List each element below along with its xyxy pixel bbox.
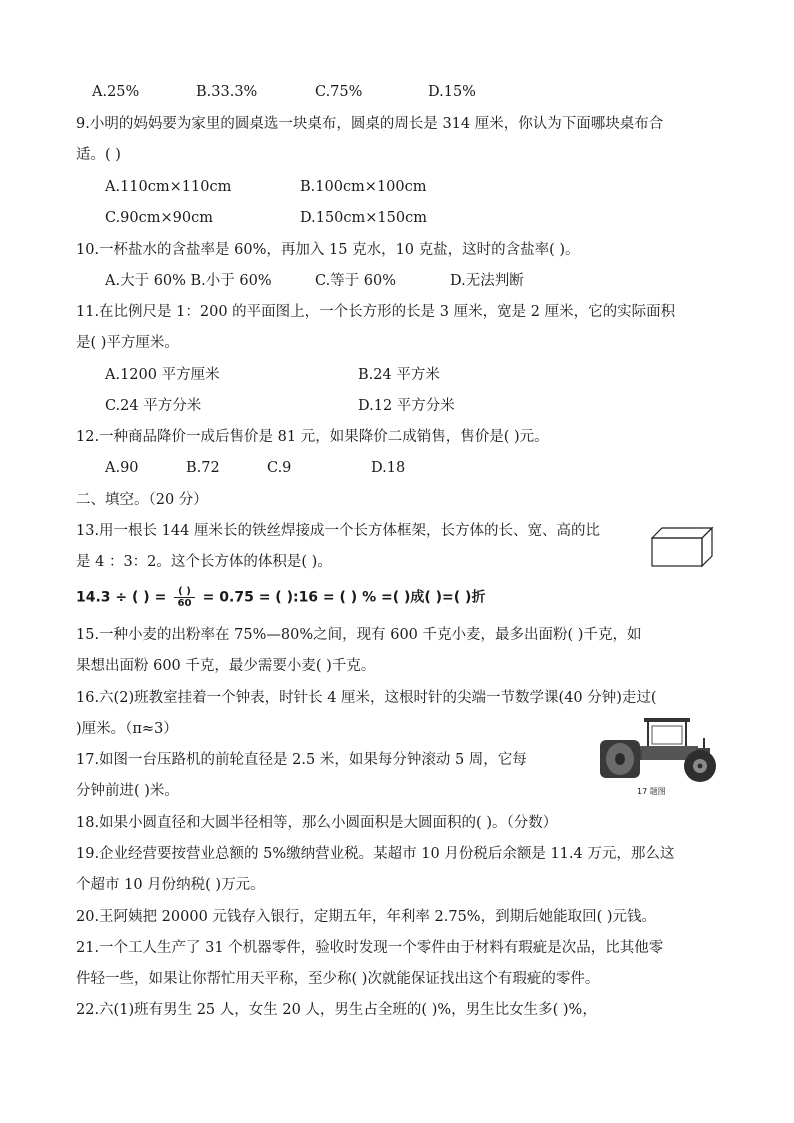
q15-stem: 15.一种小麦的出粉率在 75%—80%之间，现有 600 千克小麦，最多出面粉( )千克，如	[76, 627, 642, 643]
q8-option-a: A.25%	[92, 84, 140, 100]
q13-stem-cont: 是 4 ：3：2。这个长方体的体积是( )。	[76, 554, 332, 570]
q8-option-c: C.75%	[315, 84, 363, 100]
q19-stem-cont: 个超市 10 月份纳税( )万元。	[76, 877, 265, 893]
q9-stem: 9.小明的妈妈要为家里的圆桌选一块桌布，圆桌的周长是 314 厘米，你认为下面哪块桌布合	[76, 116, 664, 132]
q9-option-a: A.110cm×110cm	[105, 179, 232, 195]
q8-option-b: B.33.3%	[196, 84, 258, 100]
q11-stem-cont: 是( )平方厘米。	[76, 335, 179, 351]
q14-part2: = 0.75 = ( ):16 = ( ) % =( )成( )=( )折	[202, 589, 486, 606]
q17-stem: 17.如图一台压路机的前轮直径是 2.5 米，如果每分钟滚动 5 周，它每	[76, 752, 527, 768]
q9-option-c: C.90cm×90cm	[105, 210, 213, 226]
q17-figure-caption: 17 题图	[637, 787, 666, 796]
q13-stem: 13.用一根长 144 厘米长的铁丝焊接成一个长方体框架，长方体的长、宽、高的比	[76, 523, 600, 539]
q12-option-a: A.90	[105, 460, 139, 476]
q12-option-c: C.9	[267, 460, 292, 476]
road-roller-figure	[596, 714, 722, 788]
q9-option-b: B.100cm×100cm	[300, 179, 427, 195]
q12-option-d: D.18	[371, 460, 406, 476]
q11-stem: 11.在比例尺是 1：200 的平面图上，一个长方形的长是 3 厘米，宽是 2 厘米，它的实际面积	[76, 304, 676, 320]
q14-fraction-denominator: 60	[177, 598, 192, 609]
q11-option-b: B.24 平方米	[358, 367, 440, 383]
q9-stem-cont: 适。( )	[76, 147, 121, 163]
cuboid-figure	[650, 526, 714, 568]
section-heading-fill-in: 二、填空。（20 分）	[76, 492, 208, 508]
q12-stem: 12.一种商品降价一成后售价是 81 元，如果降价二成销售，售价是( )元。	[76, 429, 549, 445]
q9-option-d: D.150cm×150cm	[300, 210, 427, 226]
q10-option-ab: A.大于 60% B.小于 60%	[105, 273, 272, 289]
q11-option-c: C.24 平方分米	[105, 398, 202, 414]
q8-option-d: D.15%	[428, 84, 476, 100]
q12-option-b: B.72	[186, 460, 220, 476]
q14-equation	[76, 586, 485, 609]
q14-part1: 14.3 ÷ ( ) =	[76, 589, 167, 606]
q21-stem: 21.一个工人生产了 31 个机器零件，验收时发现一个零件由于材料有瑕疵是次品，比其他零	[76, 940, 664, 956]
q11-option-a: A.1200 平方厘米	[105, 367, 220, 383]
q15-stem-cont: 果想出面粉 600 千克，最少需要小麦( )千克。	[76, 658, 376, 674]
q14-fraction	[174, 586, 195, 609]
q10-option-c: C.等于 60%	[315, 273, 397, 289]
q22-stem: 22.六(1)班有男生 25 人，女生 20 人，男生占全班的( )%，男生比女生多( )%，	[76, 1002, 597, 1018]
q20-stem: 20.王阿姨把 20000 元钱存入银行，定期五年，年利率 2.75%，到期后她能取回( )元钱。	[76, 909, 656, 925]
q16-stem-cont: )厘米。（π≈3）	[76, 721, 178, 737]
q16-stem: 16.六(2)班教室挂着一个钟表，时针长 4 厘米，这根时针的尖端一节数学课(40 分钟)走过(	[76, 690, 657, 706]
q11-option-d: D.12 平方分米	[358, 398, 455, 414]
q19-stem: 19.企业经营要按营业总额的 5%缴纳营业税。某超市 10 月份税后余额是 11.4 万元，那么这	[76, 846, 675, 862]
q10-stem: 10.一杯盐水的含盐率是 60%，再加入 15 克水，10 克盐，这时的含盐率( )。	[76, 242, 580, 258]
q17-stem-cont: 分钟前进( )米。	[76, 783, 179, 799]
q21-stem-cont: 件轻一些，如果让你帮忙用天平称，至少称( )次就能保证找出这个有瑕疵的零件。	[76, 971, 600, 987]
q14-fraction-numerator: ( )	[174, 586, 195, 598]
q10-option-d: D.无法判断	[450, 273, 524, 289]
q18-stem: 18.如果小圆直径和大圆半径相等，那么小圆面积是大圆面积的( )。（分数）	[76, 815, 558, 831]
